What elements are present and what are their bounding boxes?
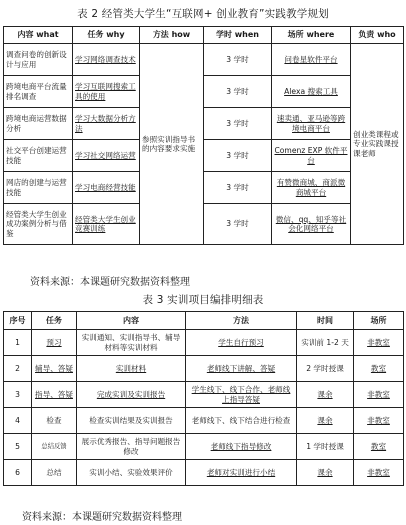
hours-cell: 3 学时: [204, 204, 272, 245]
hours-cell: 3 学时: [204, 108, 272, 140]
table-row: [4, 434, 404, 460]
content-cell: 调查问卷的创新设计与应用: [4, 44, 73, 76]
time-cell: 2 学时授课: [297, 356, 354, 382]
content-cell: 展示优秀报告、指导问题报告修改: [77, 434, 186, 460]
num-cell: 3: [4, 382, 32, 408]
table-header-row: [4, 27, 404, 44]
content-cell: 网店的创建与运营技能: [4, 172, 73, 204]
hours-cell: 3 学时: [204, 172, 272, 204]
num-cell: 6: [4, 460, 32, 486]
task-cell: 指导、答疑: [32, 382, 77, 408]
table2-caption: 表 3 实训项目编排明细表: [142, 294, 264, 306]
table-row: [4, 382, 404, 408]
method-cell: 学生线下、线下合作、老师线上指导答疑: [186, 382, 297, 408]
task-cell: 辅导、答疑: [32, 356, 77, 382]
hours-cell: 3 学时: [204, 44, 272, 76]
table1-caption: 表 2 经管类大学生“互联网+ 创业教育”实践教学规划: [77, 8, 329, 20]
header-cell: 场所 where: [272, 27, 351, 44]
method-cell: 老师线下、线下结合进行检查: [186, 408, 297, 434]
table-row: [4, 172, 404, 204]
table-row: [4, 76, 404, 108]
content-cell: 实训小结、实验效果评价: [77, 460, 186, 486]
header-cell: 序号: [4, 312, 32, 330]
table-row: [4, 330, 404, 356]
table-row: [4, 140, 404, 172]
num-cell: 2: [4, 356, 32, 382]
content-cell: 检查实训结果及实训报告: [77, 408, 186, 434]
table-row: [4, 204, 404, 245]
time-cell: 课余: [297, 382, 354, 408]
num-cell: 1: [4, 330, 32, 356]
content-cell: 实训材料: [77, 356, 186, 382]
place-cell: 非教室: [354, 460, 404, 486]
header-cell: 任务: [32, 312, 77, 330]
method-cell: 老师对实训进行小结: [186, 460, 297, 486]
table-row: [4, 408, 404, 434]
teaching-plan-table: [3, 26, 404, 245]
training-schedule-table: [3, 311, 404, 486]
task-cell: 检查: [32, 408, 77, 434]
header-cell: 内容 what: [4, 27, 73, 44]
table-row: [4, 44, 404, 76]
place-cell: 速卖通、亚马逊等跨境电商平台: [272, 108, 351, 140]
task-cell: 学习社交网络运营: [73, 140, 140, 172]
num-cell: 4: [4, 408, 32, 434]
content-cell: 经管类大学生创业成功案例分析与借鉴: [4, 204, 73, 245]
place-cell: 非教室: [354, 330, 404, 356]
num-cell: 5: [4, 434, 32, 460]
place-cell: 教室: [354, 356, 404, 382]
time-cell: 1 学时授课: [297, 434, 354, 460]
method-cell: 老师线下指导修改: [186, 434, 297, 460]
responsible-cell: 创业类课程或专业实践课授课老师: [351, 44, 404, 245]
time-cell: 课余: [297, 408, 354, 434]
method-cell: 老师线下讲解、答疑: [186, 356, 297, 382]
table-row: [4, 108, 404, 140]
table1-source-note: 资料来源：本课题研究数据资料整理: [30, 277, 190, 288]
place-cell: 非教室: [354, 408, 404, 434]
header-cell: 任务 why: [73, 27, 140, 44]
header-cell: 方法 how: [140, 27, 204, 44]
task-cell: 经管类大学生创业竞赛训练: [73, 204, 140, 245]
content-cell: 完成实训及实训报告: [77, 382, 186, 408]
place-cell: 非教室: [354, 382, 404, 408]
content-cell: 跨境电商平台流量排名调查: [4, 76, 73, 108]
header-cell: 负责 who: [351, 27, 404, 44]
hours-cell: 3 学时: [204, 140, 272, 172]
table-row: [4, 460, 404, 486]
task-cell: 预习: [32, 330, 77, 356]
method-cell: 学生自行预习: [186, 330, 297, 356]
header-cell: 场所: [354, 312, 404, 330]
place-cell: Comenz EXP 软件平台: [272, 140, 351, 172]
header-cell: 内容: [77, 312, 186, 330]
task-cell: 总结: [32, 460, 77, 486]
table2-source-note: 资料来源：本课题研究数据资料整理: [22, 512, 182, 523]
time-cell: 实训前 1-2 天: [297, 330, 354, 356]
place-cell: 微信、qq、知乎等社会化网络平台: [272, 204, 351, 245]
place-cell: 教室: [354, 434, 404, 460]
header-cell: 学时 when: [204, 27, 272, 44]
task-cell: 学习网络调查技术: [73, 44, 140, 76]
content-cell: 实训通知、实训指导书、辅导材料等实训材料: [77, 330, 186, 356]
header-cell: 时间: [297, 312, 354, 330]
content-cell: 跨境电商运营数据分析: [4, 108, 73, 140]
content-cell: 社交平台创建运营技能: [4, 140, 73, 172]
hours-cell: 3 学时: [204, 76, 272, 108]
place-cell: 有赞微商城、商派微商城平台: [272, 172, 351, 204]
task-cell: 学习电商经营技能: [73, 172, 140, 204]
table-row: [4, 356, 404, 382]
place-cell: Alexa 搜索工具: [272, 76, 351, 108]
header-cell: 方法: [186, 312, 297, 330]
method-cell: 参照实训指导书的内容要求实施: [140, 44, 204, 245]
table-header-row: [4, 312, 404, 330]
place-cell: 问卷星软件平台: [272, 44, 351, 76]
time-cell: 课余: [297, 460, 354, 486]
task-cell: 总结反馈: [32, 434, 77, 460]
task-cell: 学习大数据分析方法: [73, 108, 140, 140]
task-cell: 学习互联网搜索工具的使用: [73, 76, 140, 108]
